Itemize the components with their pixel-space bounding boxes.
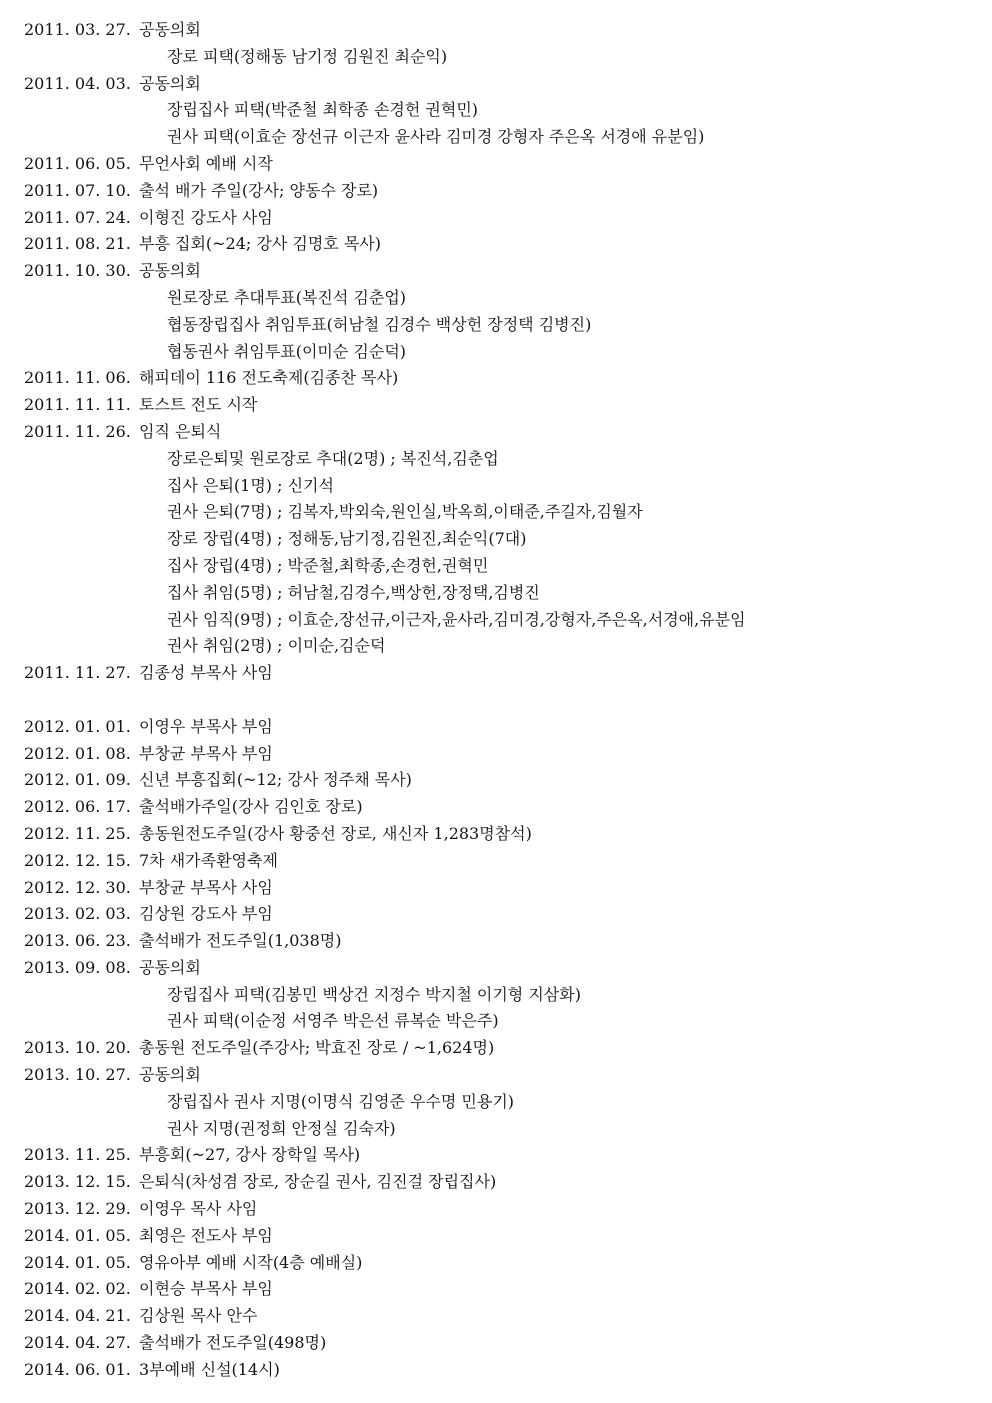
history-entry [24,1223,974,1250]
history-entry [24,1330,974,1357]
sub-entry-text: 장로 장립(4명) ; 정해동,남기정,김원진,최순익(7대) [167,529,527,549]
entry-text: 부흥 집회(~24; 강사 김명호 목사) [139,234,382,254]
entry-date: 2014. 06. 01. [24,1359,131,1379]
entry-text: 이형진 강도사 사임 [139,207,273,227]
sub-entry-text: 협동권사 취임투표(이미순 김순덕) [167,341,407,361]
entry-date: 2013. 10. 27. [24,1065,131,1085]
entry-text: 김상원 강도사 부임 [139,904,273,924]
history-entry [24,1357,974,1384]
history-entry [24,1062,974,1089]
entry-text: 공동의회 [139,73,201,93]
entry-date: 2011. 11. 27. [24,663,131,683]
history-sub-entry [24,526,974,553]
sub-entry-text: 장립집사 피택(김봉민 백상건 지정수 박지철 이기형 지삼화) [167,984,581,1004]
entry-text: 김상원 목사 안수 [139,1306,258,1326]
history-entry [24,1142,974,1169]
entry-text: 무언사회 예배 시작 [139,153,273,173]
history-entry [24,660,974,687]
entry-text: 이현승 부목사 부임 [139,1279,273,1299]
history-entry [24,71,974,98]
entry-date: 2011. 08. 21. [24,234,131,254]
sub-entry-text: 집사 취임(5명) ; 허남철,김경수,백상헌,장정택,김병진 [167,582,540,602]
entry-text: 출석배가주일(강사 김인호 장로) [139,797,363,817]
entry-date: 2012. 12. 15. [24,850,131,870]
history-entry [24,901,974,928]
history-sub-entry [24,285,974,312]
history-entry [24,955,974,982]
entry-text: 해피데이 116 전도축제(김종찬 목사) [139,368,399,388]
history-entry [24,714,974,741]
history-entry [24,1276,974,1303]
entry-text: 7차 새가족환영축제 [139,850,278,870]
history-entry [24,1035,974,1062]
history-sub-entry [24,124,974,151]
history-entry [24,928,974,955]
history-sub-entry [24,473,974,500]
history-entry [24,231,974,258]
sub-entry-text: 장립집사 피택(박준철 최학종 손경헌 권혁민) [167,100,479,120]
entry-text: 출석배가 전도주일(498명) [139,1333,327,1353]
entry-date: 2012. 01. 01. [24,716,131,736]
entry-text: 3부예배 신설(14시) [139,1359,280,1379]
entry-date: 2014. 04. 21. [24,1306,131,1326]
history-sub-entry [24,607,974,634]
sub-entry-text: 권사 은퇴(7명) ; 김복자,박외숙,원인실,박옥희,이태준,주길자,김월자 [167,502,643,522]
history-entry [24,1169,974,1196]
history-sub-entry [24,633,974,660]
entry-date: 2011. 04. 03. [24,73,131,93]
entry-date: 2012. 12. 30. [24,877,131,897]
history-sub-entry [24,1008,974,1035]
entry-date: 2013. 09. 08. [24,957,131,977]
history-sub-entry [24,446,974,473]
sub-entry-text: 권사 취임(2명) ; 이미순,김순덕 [167,636,386,656]
sub-entry-text: 권사 지명(권정희 안정실 김숙자) [167,1118,396,1138]
entry-date: 2013. 11. 25. [24,1145,131,1165]
entry-date: 2013. 02. 03. [24,904,131,924]
history-entry [24,258,974,285]
history-entry [24,821,974,848]
entry-text: 최영은 전도사 부임 [139,1225,273,1245]
entry-text: 부창균 부목사 부임 [139,743,273,763]
history-sub-entry [24,97,974,124]
entry-text: 공동의회 [139,20,201,39]
history-sub-entry [24,553,974,580]
history-entry [24,365,974,392]
entry-text: 공동의회 [139,957,201,977]
history-entry [24,767,974,794]
sub-entry-text: 권사 피택(이순정 서영주 박은선 류복순 박은주) [167,1011,499,1031]
history-sub-entry [24,339,974,366]
entry-date: 2011. 11. 06. [24,368,131,388]
history-sub-entry [24,499,974,526]
entry-date: 2011. 03. 27. [24,20,131,39]
history-entry [24,1303,974,1330]
entry-text: 총동원 전도주일(주강사; 박효진 장로 / ~1,624명) [139,1038,495,1058]
entry-date: 2011. 06. 05. [24,153,131,173]
history-entry [24,151,974,178]
entry-text: 김종성 부목사 사임 [139,663,273,683]
blank-line [24,687,974,714]
history-sub-entry [24,580,974,607]
entry-text: 공동의회 [139,1065,201,1085]
entry-text: 출석배가 전도주일(1,038명) [139,931,342,951]
entry-text: 은퇴식(차성겸 장로, 장순길 권사, 김진걸 장립집사) [139,1172,497,1192]
entry-text: 부흥회(~27, 강사 장학일 목사) [139,1145,361,1165]
history-entry [24,875,974,902]
sub-entry-text: 집사 장립(4명) ; 박준철,최학종,손경헌,권혁민 [167,555,489,575]
history-entry [24,848,974,875]
entry-date: 2011. 07. 24. [24,207,131,227]
history-entry [24,794,974,821]
entry-text: 총동원전도주일(강사 황중선 장로, 새신자 1,283명참석) [139,823,532,843]
sub-entry-text: 권사 피택(이효순 장선규 이근자 윤사라 김미경 강형자 주은옥 서경애 유분임) [167,127,705,147]
entry-text: 출석 배가 주일(강사; 양동수 장로) [139,180,379,200]
entry-date: 2013. 06. 23. [24,931,131,951]
entry-text: 이영우 목사 사임 [139,1199,258,1219]
sub-entry-text: 집사 은퇴(1명) ; 신기석 [167,475,334,495]
entry-date: 2014. 01. 05. [24,1225,131,1245]
history-entry [24,205,974,232]
history-entry [24,1250,974,1277]
sub-entry-text: 원로장로 추대투표(복진석 김춘업) [167,287,407,307]
entry-date: 2011. 11. 26. [24,421,131,441]
history-sub-entry [24,1116,974,1143]
entry-text: 공동의회 [139,261,201,281]
entry-text: 영유아부 예배 시작(4층 예배실) [139,1252,363,1272]
entry-date: 2012. 01. 08. [24,743,131,763]
entry-date: 2011. 11. 11. [24,395,131,415]
entry-text: 신년 부흥집회(~12; 강사 정주채 목사) [139,770,412,790]
history-sub-entry [24,44,974,71]
entry-date: 2013. 12. 29. [24,1199,131,1219]
history-sub-entry [24,1089,974,1116]
history-entry [24,741,974,768]
entry-date: 2012. 01. 09. [24,770,131,790]
sub-entry-text: 장로은퇴및 원로장로 추대(2명) ; 복진석,김춘업 [167,448,499,468]
entry-date: 2013. 12. 15. [24,1172,131,1192]
sub-entry-text: 권사 임직(9명) ; 이효순,장선규,이근자,윤사라,김미경,강형자,주은옥,서경애,유분임 [167,609,746,629]
sub-entry-text: 장로 피택(정해동 남기정 김원진 최순익) [167,46,448,66]
entry-text: 이영우 부목사 부임 [139,716,273,736]
history-entry [24,17,974,44]
history-sub-entry [24,982,974,1009]
history-entry [24,419,974,446]
history-entry [24,392,974,419]
entry-date: 2012. 06. 17. [24,797,131,817]
entry-text: 임직 은퇴식 [139,421,222,441]
entry-date: 2014. 01. 05. [24,1252,131,1272]
history-entry [24,178,974,205]
entry-date: 2011. 10. 30. [24,261,131,281]
entry-date: 2014. 04. 27. [24,1333,131,1353]
history-sub-entry [24,312,974,339]
entry-text: 부창균 부목사 사임 [139,877,273,897]
entry-date: 2013. 10. 20. [24,1038,131,1058]
sub-entry-text: 장립집사 권사 지명(이명식 김영준 우수명 민용기) [167,1091,515,1111]
history-entry [24,1196,974,1223]
church-history-document [24,17,974,1384]
entry-text: 토스트 전도 시작 [139,395,258,415]
entry-date: 2012. 11. 25. [24,823,131,843]
sub-entry-text: 협동장립집사 취임투표(허남철 김경수 백상헌 장정택 김병진) [167,314,592,334]
entry-date: 2014. 02. 02. [24,1279,131,1299]
entry-date: 2011. 07. 10. [24,180,131,200]
